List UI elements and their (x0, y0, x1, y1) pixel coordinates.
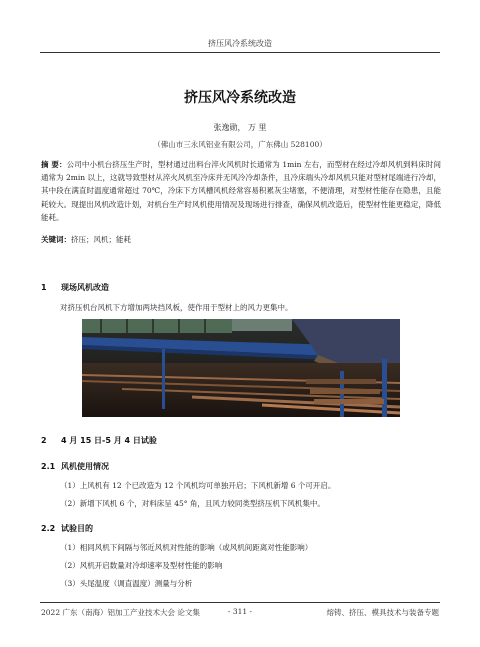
list-item: （2）风机开启数量对冷却速率及型材性能的影响 (60, 561, 223, 570)
section-2-1-number: 2.1 (41, 462, 56, 471)
abstract-text: 公司中小机台挤压生产时，型材通过出料台淬火风机时长通常为 1min 左右，而型材在经过冷却风机到料床时间通常为 2min 以上，这就导致型材从淬火风机至冷床并无风冷冷却条件，且冷床端头冷却风机只能对型材尾端进行冷却，其中段在满直时温度通常超过 70℃，冷床下方风槽风机经常容易积累灰尘堵塞，不便清理，对型材性能存在隐患，且能耗较大。现提出风机改造计划，对机台生产时风机使用情况及现场进行排查，确保风机改造后，使型材性能更稳定，降低能耗。 (41, 160, 441, 222)
section-2-heading (41, 435, 157, 446)
keywords-label: 关键词： (41, 235, 71, 244)
paper-affiliation: （佛山市三永风铝业有限公司，广东佛山 528100） (153, 140, 327, 149)
section-2-2-title: 试验目的 (61, 524, 93, 533)
section-1-paragraph: 对挤压机台风机下方增加两块挡风板，使作用于型材上的风力更集中。 (60, 303, 293, 312)
abstract-label: 摘 要： (41, 160, 67, 169)
list-item: （1）相同风机下间隔与邻近风机对性能的影响（或风机间距离对性能影响） (60, 543, 313, 552)
section-1-heading (41, 282, 109, 293)
section-1-number: 1 (41, 283, 47, 292)
section-2-1-heading (41, 461, 109, 472)
list-item: （1）上风机有 12 个已改造为 12 个风机均可单独开启；下风机新增 6 个可开启。 (60, 481, 336, 490)
header-rule (40, 52, 440, 53)
list-item: （2）新增下风机 6 个，对料床呈 45° 角，且风力较同类型挤压机下风机集中。 (60, 499, 325, 508)
keywords-text: 挤压；风机；能耗 (71, 235, 131, 244)
footer-rule (40, 602, 440, 603)
section-2-2-heading (41, 523, 93, 534)
section-2-title: 4 月 15 日-5 月 4 日试验 (61, 436, 157, 445)
section-1-title: 现场风机改造 (61, 283, 109, 292)
section-2-1-title: 风机使用情况 (61, 462, 109, 471)
footer-page-number: - 311 - (227, 607, 253, 616)
footer-topic: 熔铸、挤压、模具技术与装备专题 (326, 608, 439, 617)
fan-retrofit-photo (82, 319, 400, 417)
abstract (41, 158, 441, 224)
paper-title: 挤压风冷系统改造 (184, 90, 296, 106)
fan-retrofit-photo-drawing (82, 319, 400, 417)
section-2-number: 2 (41, 436, 47, 445)
footer-proceedings: 2022 广东（南海）铝加工产业技术大会 论文集 (41, 608, 200, 617)
list-item: （3）头尾温度（调直温度）测量与分析 (60, 579, 193, 588)
running-header: 挤压风冷系统改造 (208, 39, 272, 48)
keywords (41, 234, 131, 245)
section-2-2-number: 2.2 (41, 524, 56, 533)
paper-authors: 张逸勋， 万 里 (213, 123, 267, 132)
